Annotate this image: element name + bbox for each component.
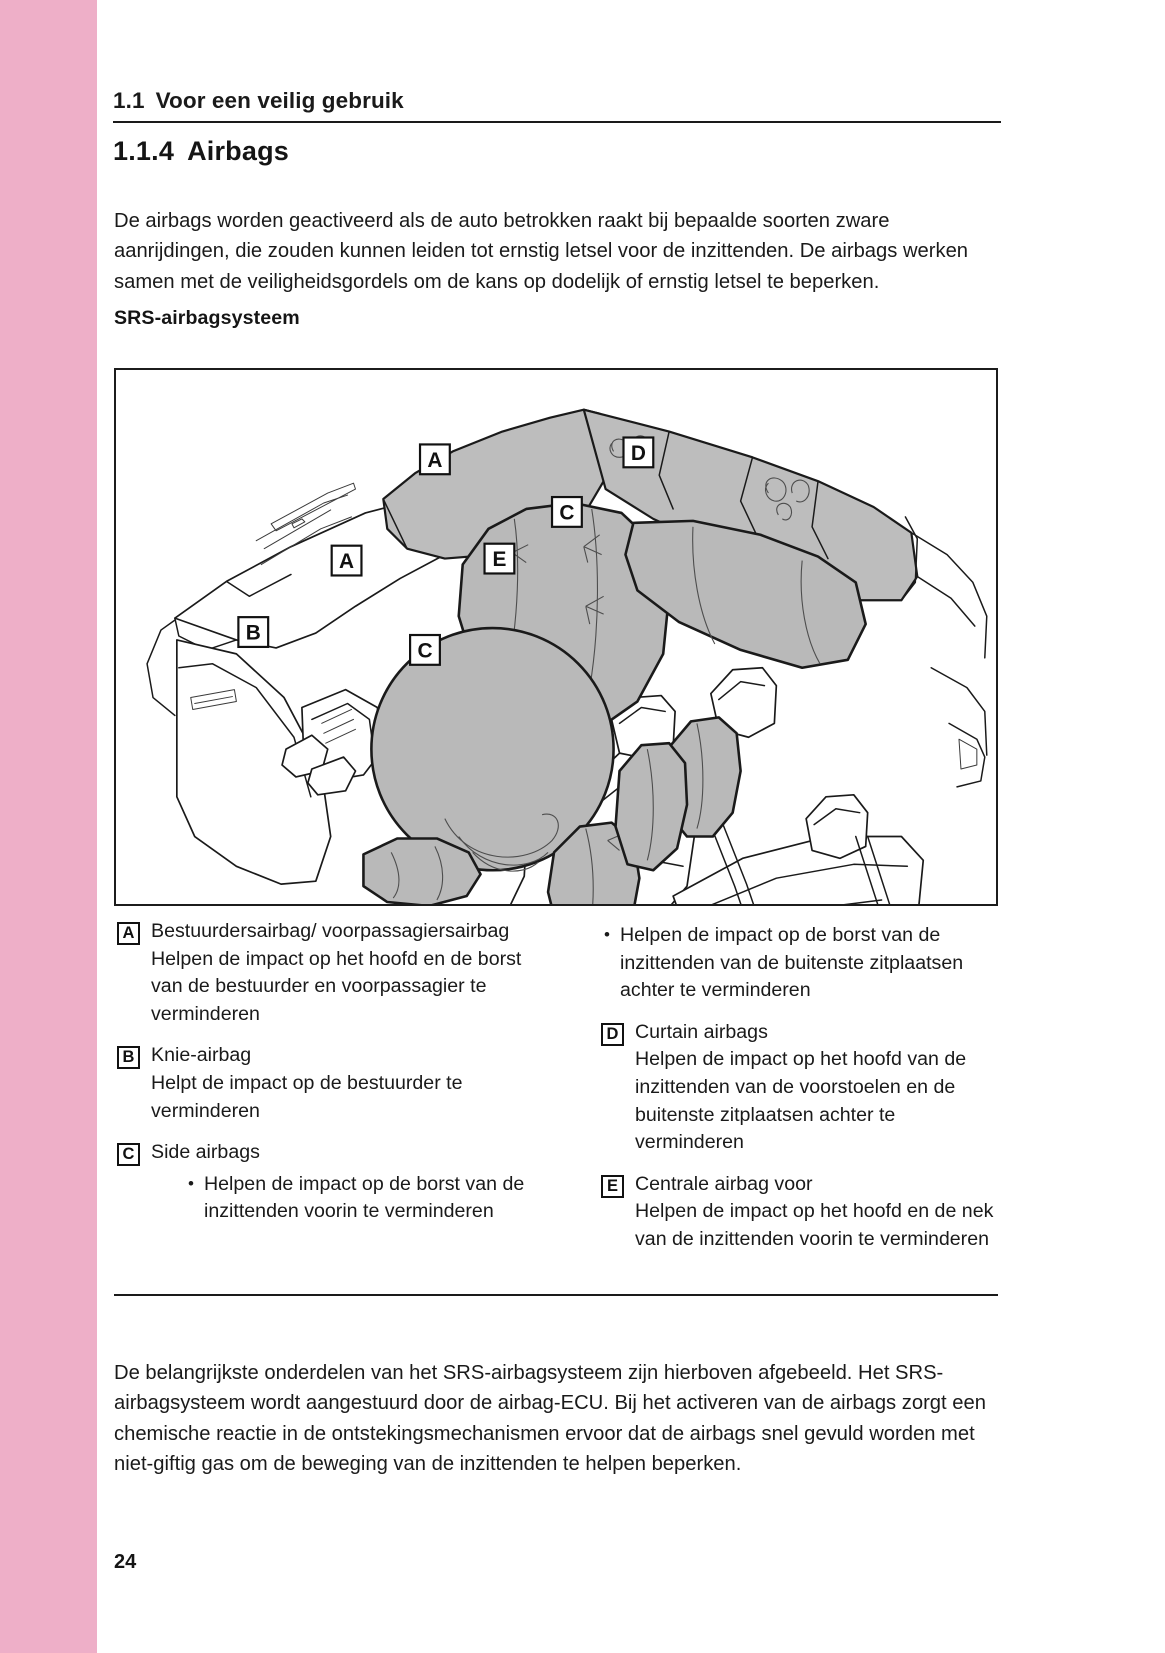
legend-item-b: [117, 1042, 537, 1125]
legend-body-b: [151, 1042, 537, 1125]
intro-paragraph: De airbags worden geactiveerd als de auto betrokken raakt bij bepaalde soorten zware aanrijdingen, die zouden kunnen leiden tot ernstig letsel voor de inzittenden. De airbags werken samen met de veiligheidsgordels om de kans op dodelijk of ernstig letsel te beperken.: [114, 210, 969, 293]
legend-item-c: [117, 1139, 537, 1226]
legend-item-a: [117, 918, 537, 1028]
legend-desc-d: Helpen de impact op het hoofd van de inzittenden van de voorstoelen en de buitenste zitplaatsen achter te verminderen: [635, 1048, 967, 1154]
legend-item-d: [601, 1019, 1001, 1157]
legend-body-e: [635, 1171, 1001, 1254]
page-content: [113, 0, 1113, 1653]
callout-C-front-side: [552, 497, 582, 527]
closing-paragraph: De belangrijkste onderdelen van het SRS-airbagsysteem zijn hierboven afgebeeld. Het SRS-airbagsysteem wordt aangestuurd door de airbag-ECU. Bij het activeren van de airbags zorgt een chemische reactie in de ontstekingsmechanismen ervoor dat de airbags snel gevuld worden met niet-giftig gas om de beweging van de inzittenden te helpen beperken.: [114, 1362, 986, 1475]
legend-column-right: [601, 918, 1001, 1268]
callout-C-rear-side: [410, 635, 440, 665]
legend-column-left: [117, 918, 537, 1240]
section-number: 1.1: [113, 88, 145, 113]
sub-heading: SRS-airbagsysteem: [114, 307, 300, 329]
svg-text:C: C: [559, 501, 575, 525]
airbag-shapes: [363, 503, 865, 904]
callout-D-curtain: [623, 437, 653, 467]
page-margin-gap: [97, 0, 113, 1653]
airbag-diagram-svg: [116, 370, 996, 904]
callout-A-passenger: [420, 444, 450, 474]
callout-A-driver: [332, 546, 362, 576]
legend-body-d: [635, 1019, 1001, 1157]
legend-body-a: [151, 918, 537, 1028]
legend-bullets-c: [185, 1171, 537, 1226]
legend-bullet-c-2: • Helpen de impact op de borst van de inzittenden van de buitenste zitplaatsen achter te verminderen: [601, 922, 1001, 1005]
legend-title-b: Knie-airbag: [151, 1044, 252, 1067]
legend-desc-b: Helpt de impact op de bestuurder te verminderen: [151, 1071, 463, 1122]
legend-key-e: E: [601, 1175, 624, 1198]
callout-B-knee: [238, 617, 268, 647]
callout-E-centre: [485, 544, 515, 574]
airbag-system-illustration: [114, 368, 998, 906]
svg-text:E: E: [492, 548, 507, 572]
svg-text:B: B: [245, 621, 261, 645]
section-divider: [114, 1294, 998, 1296]
page-title: [113, 136, 289, 167]
legend-key-b: B: [117, 1046, 140, 1069]
legend-key-d: D: [601, 1023, 624, 1046]
legend-item-e: [601, 1171, 1001, 1254]
legend-title-c: Side airbags: [151, 1141, 260, 1164]
legend: [113, 918, 1001, 1298]
legend-body-c: [151, 1139, 537, 1226]
section-title: Voor een veilig gebruik: [155, 88, 404, 113]
legend-bullet-c-1: • Helpen de impact op de borst van de inzittenden voorin te verminderen: [185, 1171, 537, 1226]
legend-desc-e: Helpen de impact op het hoofd en de nek van de inzittenden voorin te verminderen: [635, 1200, 994, 1250]
page-margin-accent-strip: [0, 0, 97, 1653]
legend-title-e: Centrale airbag voor: [635, 1172, 813, 1195]
legend-item-c-continued: [601, 918, 1001, 1005]
svg-text:A: A: [339, 550, 355, 574]
section-header: [113, 88, 1001, 123]
chapter-number: 1.1.4: [113, 136, 175, 166]
legend-title-d: Curtain airbags: [635, 1020, 768, 1043]
legend-body-c-continued: [601, 918, 1001, 1005]
svg-text:C: C: [417, 639, 433, 663]
chapter-title-text: Airbags: [187, 136, 289, 166]
legend-key-a: A: [117, 922, 140, 945]
legend-key-c: C: [117, 1143, 140, 1166]
svg-text:D: D: [630, 441, 646, 465]
svg-text:A: A: [427, 448, 443, 472]
legend-desc-a: Helpen de impact op het hoofd en de borst van de bestuurder en voorpassagier te verminderen: [151, 947, 522, 1025]
legend-title-a: Bestuurdersairbag/ voorpassagiersairbag: [151, 920, 510, 942]
page-number: 24: [114, 1551, 137, 1573]
legend-bullets-c-continued: [601, 922, 1001, 1005]
